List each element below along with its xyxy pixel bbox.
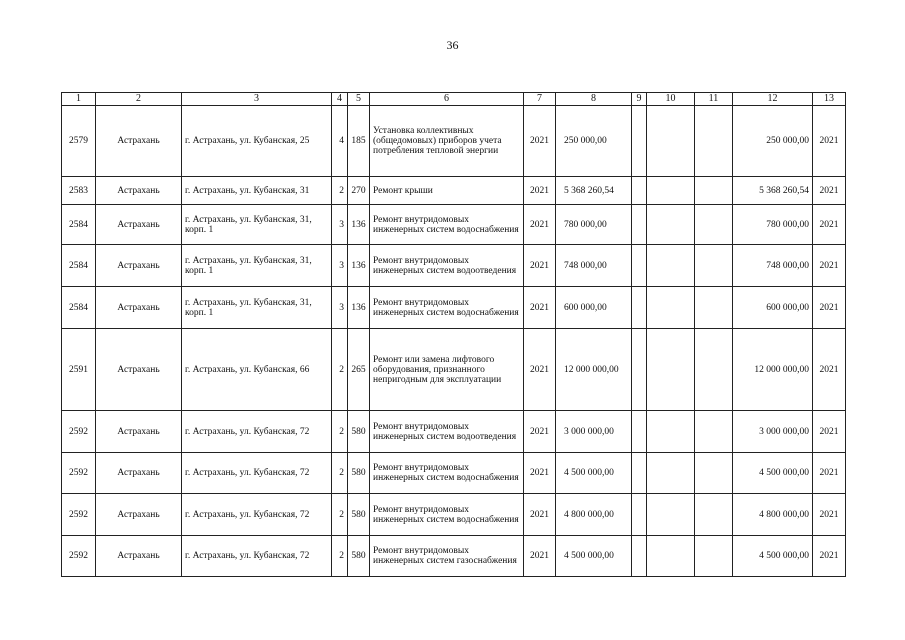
cell-year: 2021 — [524, 453, 556, 494]
cell-work-type: Ремонт внутридомовых инженерных систем водоснабжения — [370, 287, 524, 329]
cell-row-id: 2591 — [62, 329, 96, 411]
cell-total: 250 000,00 — [733, 106, 813, 177]
cell-col9 — [632, 245, 647, 287]
cell-address: г. Астрахань, ул. Кубанская, 72 — [182, 453, 332, 494]
cell-end-year: 2021 — [813, 453, 846, 494]
cell-col11 — [695, 177, 733, 205]
col-header: 8 — [556, 93, 632, 106]
cell-col11 — [695, 453, 733, 494]
cell-col11 — [695, 245, 733, 287]
cell-col4: 3 — [332, 245, 348, 287]
cell-address: г. Астрахань, ул. Кубанская, 72 — [182, 411, 332, 453]
table-row — [62, 287, 846, 329]
col-header: 7 — [524, 93, 556, 106]
cell-city: Астрахань — [96, 453, 182, 494]
cell-col4: 2 — [332, 177, 348, 205]
table-row — [62, 329, 846, 411]
cell-col4: 2 — [332, 494, 348, 536]
cell-year: 2021 — [524, 205, 556, 245]
col-header: 10 — [647, 93, 695, 106]
cell-city: Астрахань — [96, 106, 182, 177]
cell-city: Астрахань — [96, 245, 182, 287]
cell-address: г. Астрахань, ул. Кубанская, 66 — [182, 329, 332, 411]
cell-col11 — [695, 536, 733, 577]
cell-city: Астрахань — [96, 205, 182, 245]
cell-col11 — [695, 494, 733, 536]
cell-year: 2021 — [524, 494, 556, 536]
cell-end-year: 2021 — [813, 205, 846, 245]
cell-row-id: 2592 — [62, 536, 96, 577]
cell-col4: 3 — [332, 205, 348, 245]
cell-col4: 3 — [332, 287, 348, 329]
cell-col5: 136 — [348, 205, 370, 245]
cell-col9 — [632, 536, 647, 577]
cell-year: 2021 — [524, 329, 556, 411]
cell-col5: 270 — [348, 177, 370, 205]
cell-col5: 580 — [348, 494, 370, 536]
cell-end-year: 2021 — [813, 329, 846, 411]
cell-col11 — [695, 106, 733, 177]
cell-end-year: 2021 — [813, 245, 846, 287]
cell-cost: 4 500 000,00 — [556, 453, 632, 494]
cell-col9 — [632, 329, 647, 411]
table-row — [62, 536, 846, 577]
cell-city: Астрахань — [96, 329, 182, 411]
cell-year: 2021 — [524, 411, 556, 453]
cell-col9 — [632, 411, 647, 453]
cell-col11 — [695, 329, 733, 411]
cell-col5: 136 — [348, 245, 370, 287]
table-row — [62, 245, 846, 287]
cell-total: 4 500 000,00 — [733, 536, 813, 577]
cell-col9 — [632, 205, 647, 245]
cell-col11 — [695, 411, 733, 453]
cell-end-year: 2021 — [813, 106, 846, 177]
col-header: 2 — [96, 93, 182, 106]
table-row — [62, 177, 846, 205]
cell-total: 12 000 000,00 — [733, 329, 813, 411]
table-row — [62, 411, 846, 453]
col-header: 1 — [62, 93, 96, 106]
cell-work-type: Ремонт крыши — [370, 177, 524, 205]
cell-row-id: 2579 — [62, 106, 96, 177]
cell-address: г. Астрахань, ул. Кубанская, 72 — [182, 494, 332, 536]
cell-city: Астрахань — [96, 536, 182, 577]
cell-end-year: 2021 — [813, 177, 846, 205]
cell-col11 — [695, 287, 733, 329]
cell-end-year: 2021 — [813, 411, 846, 453]
col-header: 9 — [632, 93, 647, 106]
cell-col4: 2 — [332, 453, 348, 494]
cell-total: 600 000,00 — [733, 287, 813, 329]
table-row — [62, 453, 846, 494]
cell-col4: 4 — [332, 106, 348, 177]
table-row — [62, 106, 846, 177]
cell-col11 — [695, 205, 733, 245]
cell-end-year: 2021 — [813, 287, 846, 329]
cell-row-id: 2583 — [62, 177, 96, 205]
cell-col5: 580 — [348, 411, 370, 453]
cell-col5: 265 — [348, 329, 370, 411]
cell-col10 — [647, 536, 695, 577]
cell-end-year: 2021 — [813, 494, 846, 536]
cell-row-id: 2584 — [62, 245, 96, 287]
col-header: 3 — [182, 93, 332, 106]
cell-address: г. Астрахань, ул. Кубанская, 31, корп. 1 — [182, 205, 332, 245]
cell-total: 5 368 260,54 — [733, 177, 813, 205]
cell-total: 780 000,00 — [733, 205, 813, 245]
cell-col4: 2 — [332, 329, 348, 411]
cell-col9 — [632, 453, 647, 494]
cell-col10 — [647, 494, 695, 536]
cell-work-type: Ремонт или замена лифтового оборудования, признанного непригодным для эксплуатации — [370, 329, 524, 411]
cell-end-year: 2021 — [813, 536, 846, 577]
cell-col5: 580 — [348, 453, 370, 494]
cell-row-id: 2592 — [62, 494, 96, 536]
col-header: 11 — [695, 93, 733, 106]
col-header: 4 — [332, 93, 348, 106]
table-row — [62, 494, 846, 536]
cell-col9 — [632, 494, 647, 536]
cell-col5: 580 — [348, 536, 370, 577]
cell-cost: 4 500 000,00 — [556, 536, 632, 577]
cell-col9 — [632, 106, 647, 177]
cell-city: Астрахань — [96, 411, 182, 453]
register-table — [61, 92, 846, 577]
cell-total: 748 000,00 — [733, 245, 813, 287]
cell-cost: 12 000 000,00 — [556, 329, 632, 411]
cell-total: 4 500 000,00 — [733, 453, 813, 494]
cell-cost: 748 000,00 — [556, 245, 632, 287]
cell-address: г. Астрахань, ул. Кубанская, 72 — [182, 536, 332, 577]
cell-cost: 780 000,00 — [556, 205, 632, 245]
cell-cost: 5 368 260,54 — [556, 177, 632, 205]
cell-col10 — [647, 245, 695, 287]
cell-row-id: 2584 — [62, 287, 96, 329]
cell-col10 — [647, 106, 695, 177]
cell-address: г. Астрахань, ул. Кубанская, 25 — [182, 106, 332, 177]
cell-address: г. Астрахань, ул. Кубанская, 31, корп. 1 — [182, 245, 332, 287]
cell-col5: 185 — [348, 106, 370, 177]
cell-col5: 136 — [348, 287, 370, 329]
cell-row-id: 2592 — [62, 453, 96, 494]
cell-work-type: Ремонт внутридомовых инженерных систем водоснабжения — [370, 205, 524, 245]
cell-cost: 250 000,00 — [556, 106, 632, 177]
cell-col10 — [647, 287, 695, 329]
cell-col10 — [647, 411, 695, 453]
cell-col9 — [632, 177, 647, 205]
cell-cost: 4 800 000,00 — [556, 494, 632, 536]
col-header: 13 — [813, 93, 846, 106]
cell-col10 — [647, 329, 695, 411]
cell-year: 2021 — [524, 177, 556, 205]
cell-work-type: Ремонт внутридомовых инженерных систем водоотведения — [370, 245, 524, 287]
cell-col10 — [647, 453, 695, 494]
table-row — [62, 205, 846, 245]
cell-col10 — [647, 205, 695, 245]
col-header: 12 — [733, 93, 813, 106]
col-header: 5 — [348, 93, 370, 106]
cell-year: 2021 — [524, 106, 556, 177]
cell-col9 — [632, 287, 647, 329]
cell-address: г. Астрахань, ул. Кубанская, 31, корп. 1 — [182, 287, 332, 329]
cell-col10 — [647, 177, 695, 205]
header-row — [62, 93, 846, 106]
cell-work-type: Установка коллективных (общедомовых) приборов учета потребления тепловой энергии — [370, 106, 524, 177]
cell-row-id: 2592 — [62, 411, 96, 453]
cell-total: 3 000 000,00 — [733, 411, 813, 453]
cell-year: 2021 — [524, 287, 556, 329]
cell-work-type: Ремонт внутридомовых инженерных систем водоотведения — [370, 411, 524, 453]
cell-work-type: Ремонт внутридомовых инженерных систем водоснабжения — [370, 494, 524, 536]
cell-city: Астрахань — [96, 287, 182, 329]
cell-city: Астрахань — [96, 494, 182, 536]
cell-year: 2021 — [524, 536, 556, 577]
cell-row-id: 2584 — [62, 205, 96, 245]
cell-total: 4 800 000,00 — [733, 494, 813, 536]
cell-col4: 2 — [332, 411, 348, 453]
page-number: 36 — [446, 38, 459, 52]
cell-work-type: Ремонт внутридомовых инженерных систем водоснабжения — [370, 453, 524, 494]
cell-cost: 600 000,00 — [556, 287, 632, 329]
col-header: 6 — [370, 93, 524, 106]
cell-col4: 2 — [332, 536, 348, 577]
cell-address: г. Астрахань, ул. Кубанская, 31 — [182, 177, 332, 205]
cell-cost: 3 000 000,00 — [556, 411, 632, 453]
cell-city: Астрахань — [96, 177, 182, 205]
cell-work-type: Ремонт внутридомовых инженерных систем газоснабжения — [370, 536, 524, 577]
cell-year: 2021 — [524, 245, 556, 287]
